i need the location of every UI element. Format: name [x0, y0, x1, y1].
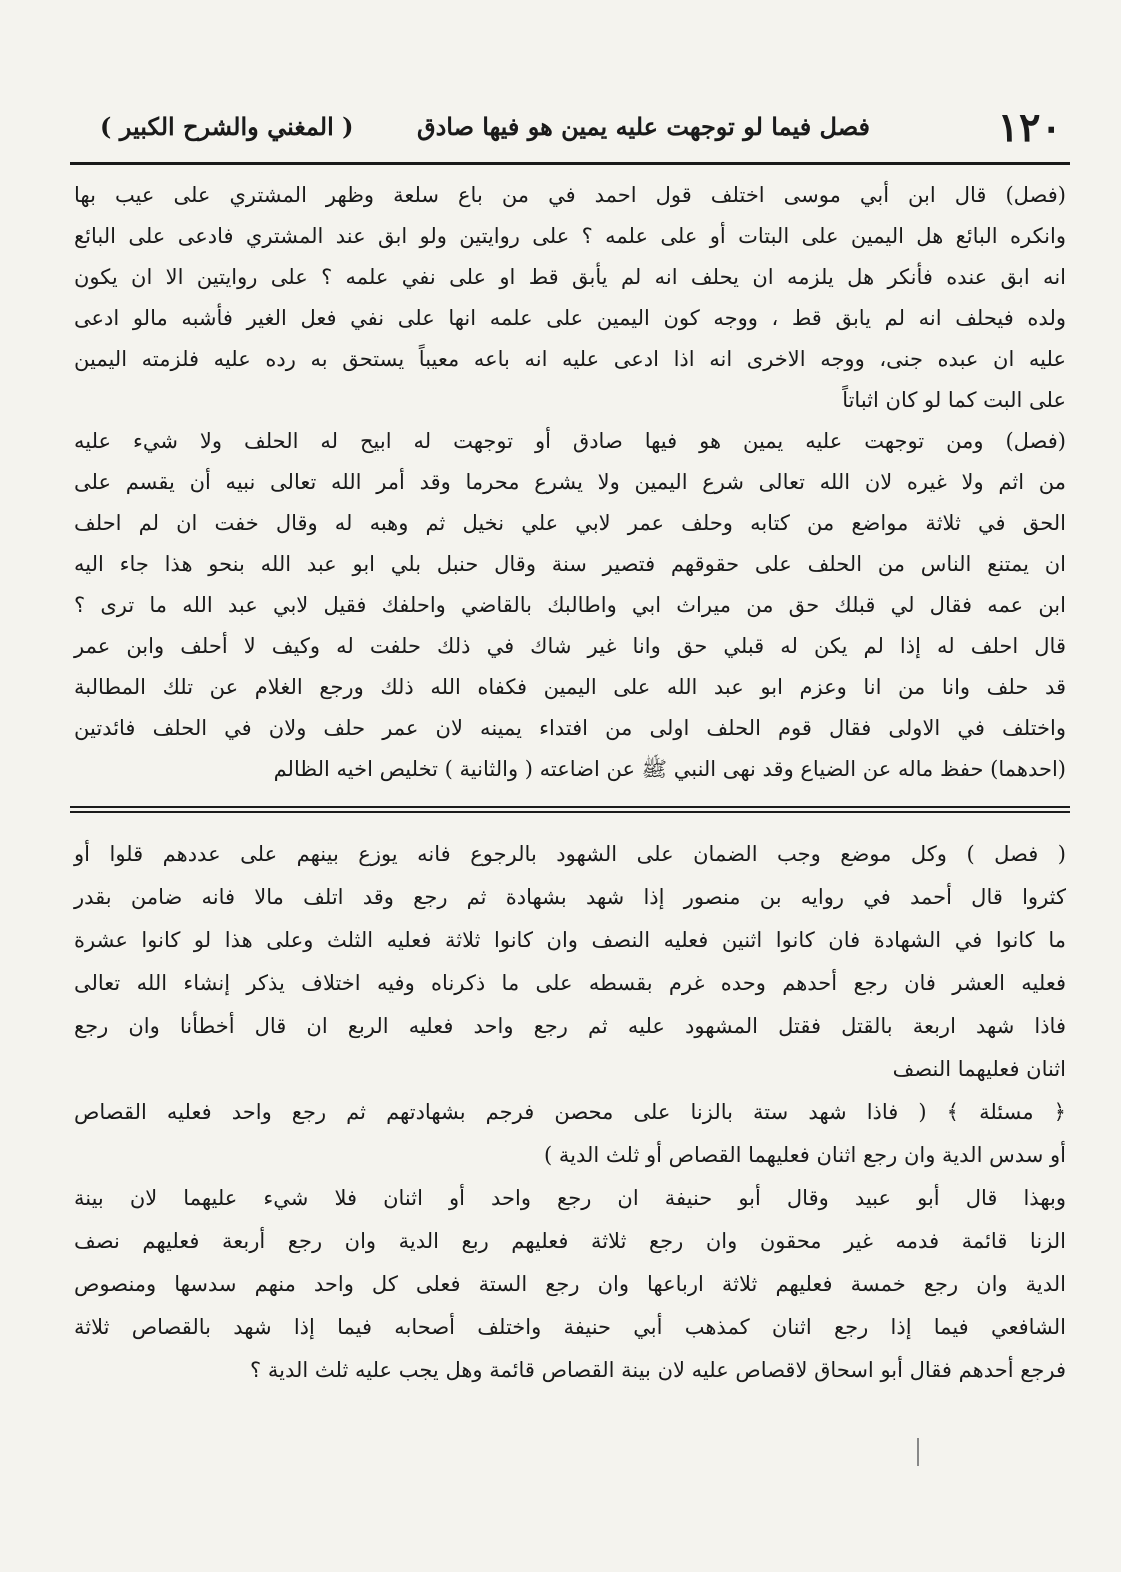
text-line: الزنا قائمة فدمه غير محقون وان رجع ثلاثة فعليهم ربع الدية وان رجع أربعة فعليهم نصف — [74, 1229, 1066, 1253]
text-line: وبهذا قال أبو عبيد وقال أبو حنيفة ان رجع واحد أو اثنان فلا شيء عليهما لان بينة — [74, 1186, 1066, 1210]
paragraph — [70, 833, 1070, 1091]
text-line: ما كانوا في الشهادة فان كانوا اثنين فعليه النصف وان كانوا ثلاثة فعليه الثلث وعلى هذا لو كانوا عشرة — [74, 928, 1066, 952]
paragraph — [70, 421, 1070, 790]
text-line: أو سدس الدية وان رجع اثنان فعليهما القصاص أو ثلث الدية ) — [543, 1143, 1066, 1167]
text-line: الدية وان رجع خمسة فعليهم ثلاثة ارباعها وان رجع الستة فعلى كل واحد منهم سدسها ومنصوص — [74, 1272, 1066, 1296]
text-line: ( فصل ) وكل موضع وجب الضمان على الشهود بالرجوع فانه يوزع بينهم على عددهم قلوا أو — [74, 842, 1066, 866]
text-line: عليه ان عبده جنى، ووجه الاخرى انه اذا ادعى عليه انه باعه معيباً يستحق به رده عليه فلزمته اليمين — [74, 347, 1066, 371]
running-title: فصل فيما لو توجهت عليه يمين هو فيها صادق — [416, 112, 870, 141]
mughni-text — [70, 833, 1070, 1392]
text-line: الحق في ثلاثة مواضع من كتابه وحلف عمر لابي علي نخيل ثم وهبه له وقال خفت ان لم احلف — [74, 511, 1066, 535]
text-line: وانكره البائع هل اليمين على البتات أو على علمه ؟ على روايتين ولو ابق عند المشتري فادعى على البائع — [74, 224, 1066, 248]
page-number: ١٢٠ — [997, 104, 1062, 151]
text-line: فعليه العشر فان رجع أحدهم وحده غرم بقسطه على ما ذكرناه وفيه اختلاف يذكر إنشاء الله تعالى — [74, 971, 1066, 995]
text-line: كثروا قال أحمد في روايه بن منصور إذا شهد بشهادة ثم رجع وقد اتلف مالا فانه ضامن بقدر — [74, 885, 1066, 909]
sharh-text — [70, 175, 1070, 790]
text-line: (فصل) ومن توجهت عليه يمين هو فيها صادق أو توجهت له ابيح له الحلف ولا شيء عليه — [74, 429, 1066, 453]
text-line: قد حلف وانا من انا وعزم ابو عبد الله على اليمين فكفاه الله ذلك ورجع الغلام عن تلك المطالبة — [74, 675, 1066, 699]
text-line: ﴿ مسئلة ﴾ ( فاذا شهد ستة بالزنا على محصن فرجم بشهادتهم ثم رجع واحد فعليه القصاص — [74, 1100, 1066, 1124]
text-line: قال احلف له إذا لم يكن له قبلي حق وانا غير شاك في ذلك حلفت له وكيف لا أحلف وابن عمر — [74, 634, 1066, 658]
page-header — [70, 100, 1070, 158]
text-line: الشافعي فيما إذا رجع اثنان كمذهب أبي حنيفة واختلف أصحابه فيما إذا شهد بالقصاص ثلاثة — [74, 1315, 1066, 1339]
paragraph — [70, 1091, 1070, 1177]
text-line: ابن عمه فقال لي قبلك حق من ميراث ابي واطالبك بالقاضي واحلفك فقيل لابي عبد الله ما ترى ؟ — [74, 593, 1066, 617]
margin-mark — [917, 1438, 919, 1466]
header-rule — [70, 162, 1070, 165]
book-title: ( المغني والشرح الكبير ) — [100, 112, 354, 141]
text-line: على البت كما لو كان اثباتاً — [842, 388, 1066, 412]
text-line: اثنان فعليهما النصف — [892, 1057, 1066, 1081]
text-line: (فصل) قال ابن أبي موسى اختلف قول احمد في من باع سلعة وظهر المشتري على عيب بها — [74, 183, 1066, 207]
text-line: ولده فيحلف انه لم يابق قط ، ووجه كون اليمين على علمه انها على نفي فعل الغير فأشبه مالو ادعى — [74, 306, 1066, 330]
text-line: من اثم ولا غيره لان الله تعالى شرع اليمين ولا يشرع محرما وقد أمر الله تعالى نبيه أن يقسم على — [74, 470, 1066, 494]
text-line: فرجع أحدهم فقال أبو اسحاق لاقصاص عليه لان بينة القصاص قائمة وهل يجب عليه ثلث الدية ؟ — [250, 1358, 1066, 1382]
text-line: واختلف في الاولى فقال قوم الحلف اولى من افتداء يمينه لان عمر حلف ولان في الحلف فائدتين — [74, 716, 1066, 740]
text-line: (احدهما) حفظ ماله عن الضياع وقد نهى النبي ﷺ عن اضاعته ( والثانية ) تخليص اخيه الظالم — [273, 757, 1066, 781]
text-line: فاذا شهد اربعة بالقتل فقتل المشهود عليه ثم رجع واحد فعليه الربع ان قال أخطأنا وان رجع — [74, 1014, 1066, 1038]
book-page — [70, 100, 1070, 1392]
paragraph — [70, 175, 1070, 421]
section-divider — [70, 806, 1070, 813]
text-line: انه ابق عنده فأنكر هل يلزمه ان يحلف انه لم يأبق قط او على نفي علمه ؟ على روايتين الا ان يكون — [74, 265, 1066, 289]
text-line: ان يمتنع الناس من الحلف على حقوقهم فتصير سنة وقال حنبل بلي ابو عبد الله بنحو هذا جاء اليه — [74, 552, 1066, 576]
paragraph — [70, 1177, 1070, 1392]
